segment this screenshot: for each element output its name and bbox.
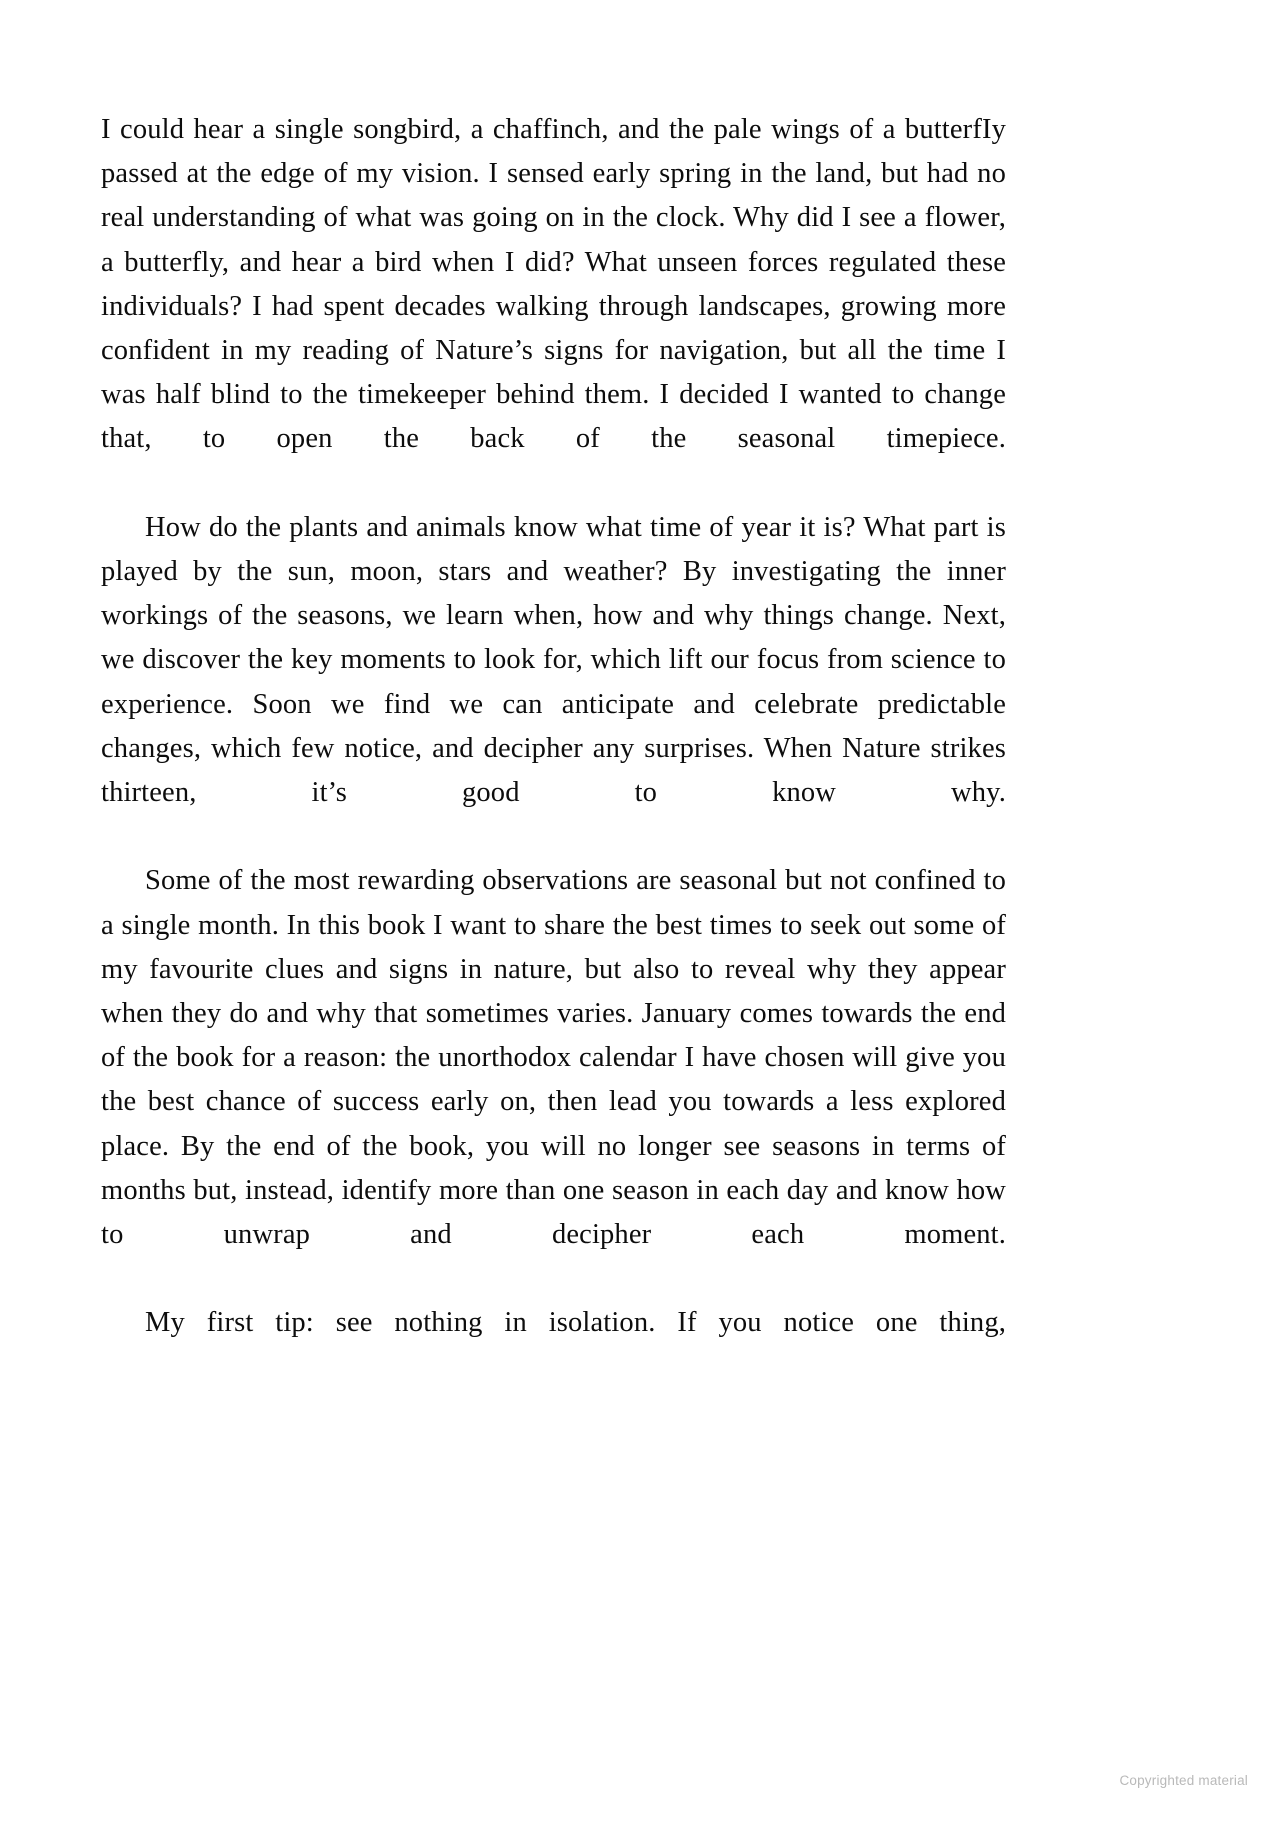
paragraph-2: How do the plants and animals know what time of year it is? What part is played by the sun, moon, stars and weather? By investigating the inner workings of the seasons, we learn when, how and why things change. Next, we discover the key moments to look for, which lift our focus from science to experience. Soon we find we can anticipate and celebrate predictable changes, which few notice, and decipher any surprises. When Nature strikes thirteen, it’s good to know why. bbox=[101, 511, 1006, 809]
paragraph-4: My first tip: see nothing in isolation. If you notice one thing, bbox=[145, 1307, 1006, 1339]
paragraph-3: Some of the most rewarding observations are seasonal but not confined to a single month. In this book I want to share the best times to seek out some of my favourite clues and signs in nature, but also to reveal why they appear when they do and why that sometimes varies. January comes towards the end of the book for a reason: the unorthodox calendar I have chosen will give you the best chance of success early on, then lead you towards a less explored place. By the end of the book, you will no longer see seasons in terms of months but, instead, identify more than one season in each day and know how to unwrap and decipher each moment. bbox=[101, 865, 1006, 1251]
copyright-notice: Copyrighted material bbox=[1119, 1773, 1248, 1788]
paragraph-1: I could hear a single songbird, a chaffinch, and the pale wings of a butterfIy passed at the edge of my vision. I sensed early spring in the land, but had no real understanding of what was going on in the clock. Why did I see a flower, a butterfly, and hear a bird when I did? What unseen forces regulated these individuals? I had spent decades walking through landscapes, growing more confident in my reading of Nature’s signs for navigation, but all the time I was half blind to the timekeeper behind them. I decided I wanted to change that, to open the back of the seasonal timepiece. bbox=[101, 114, 1006, 455]
body-text-block bbox=[101, 108, 1006, 1390]
